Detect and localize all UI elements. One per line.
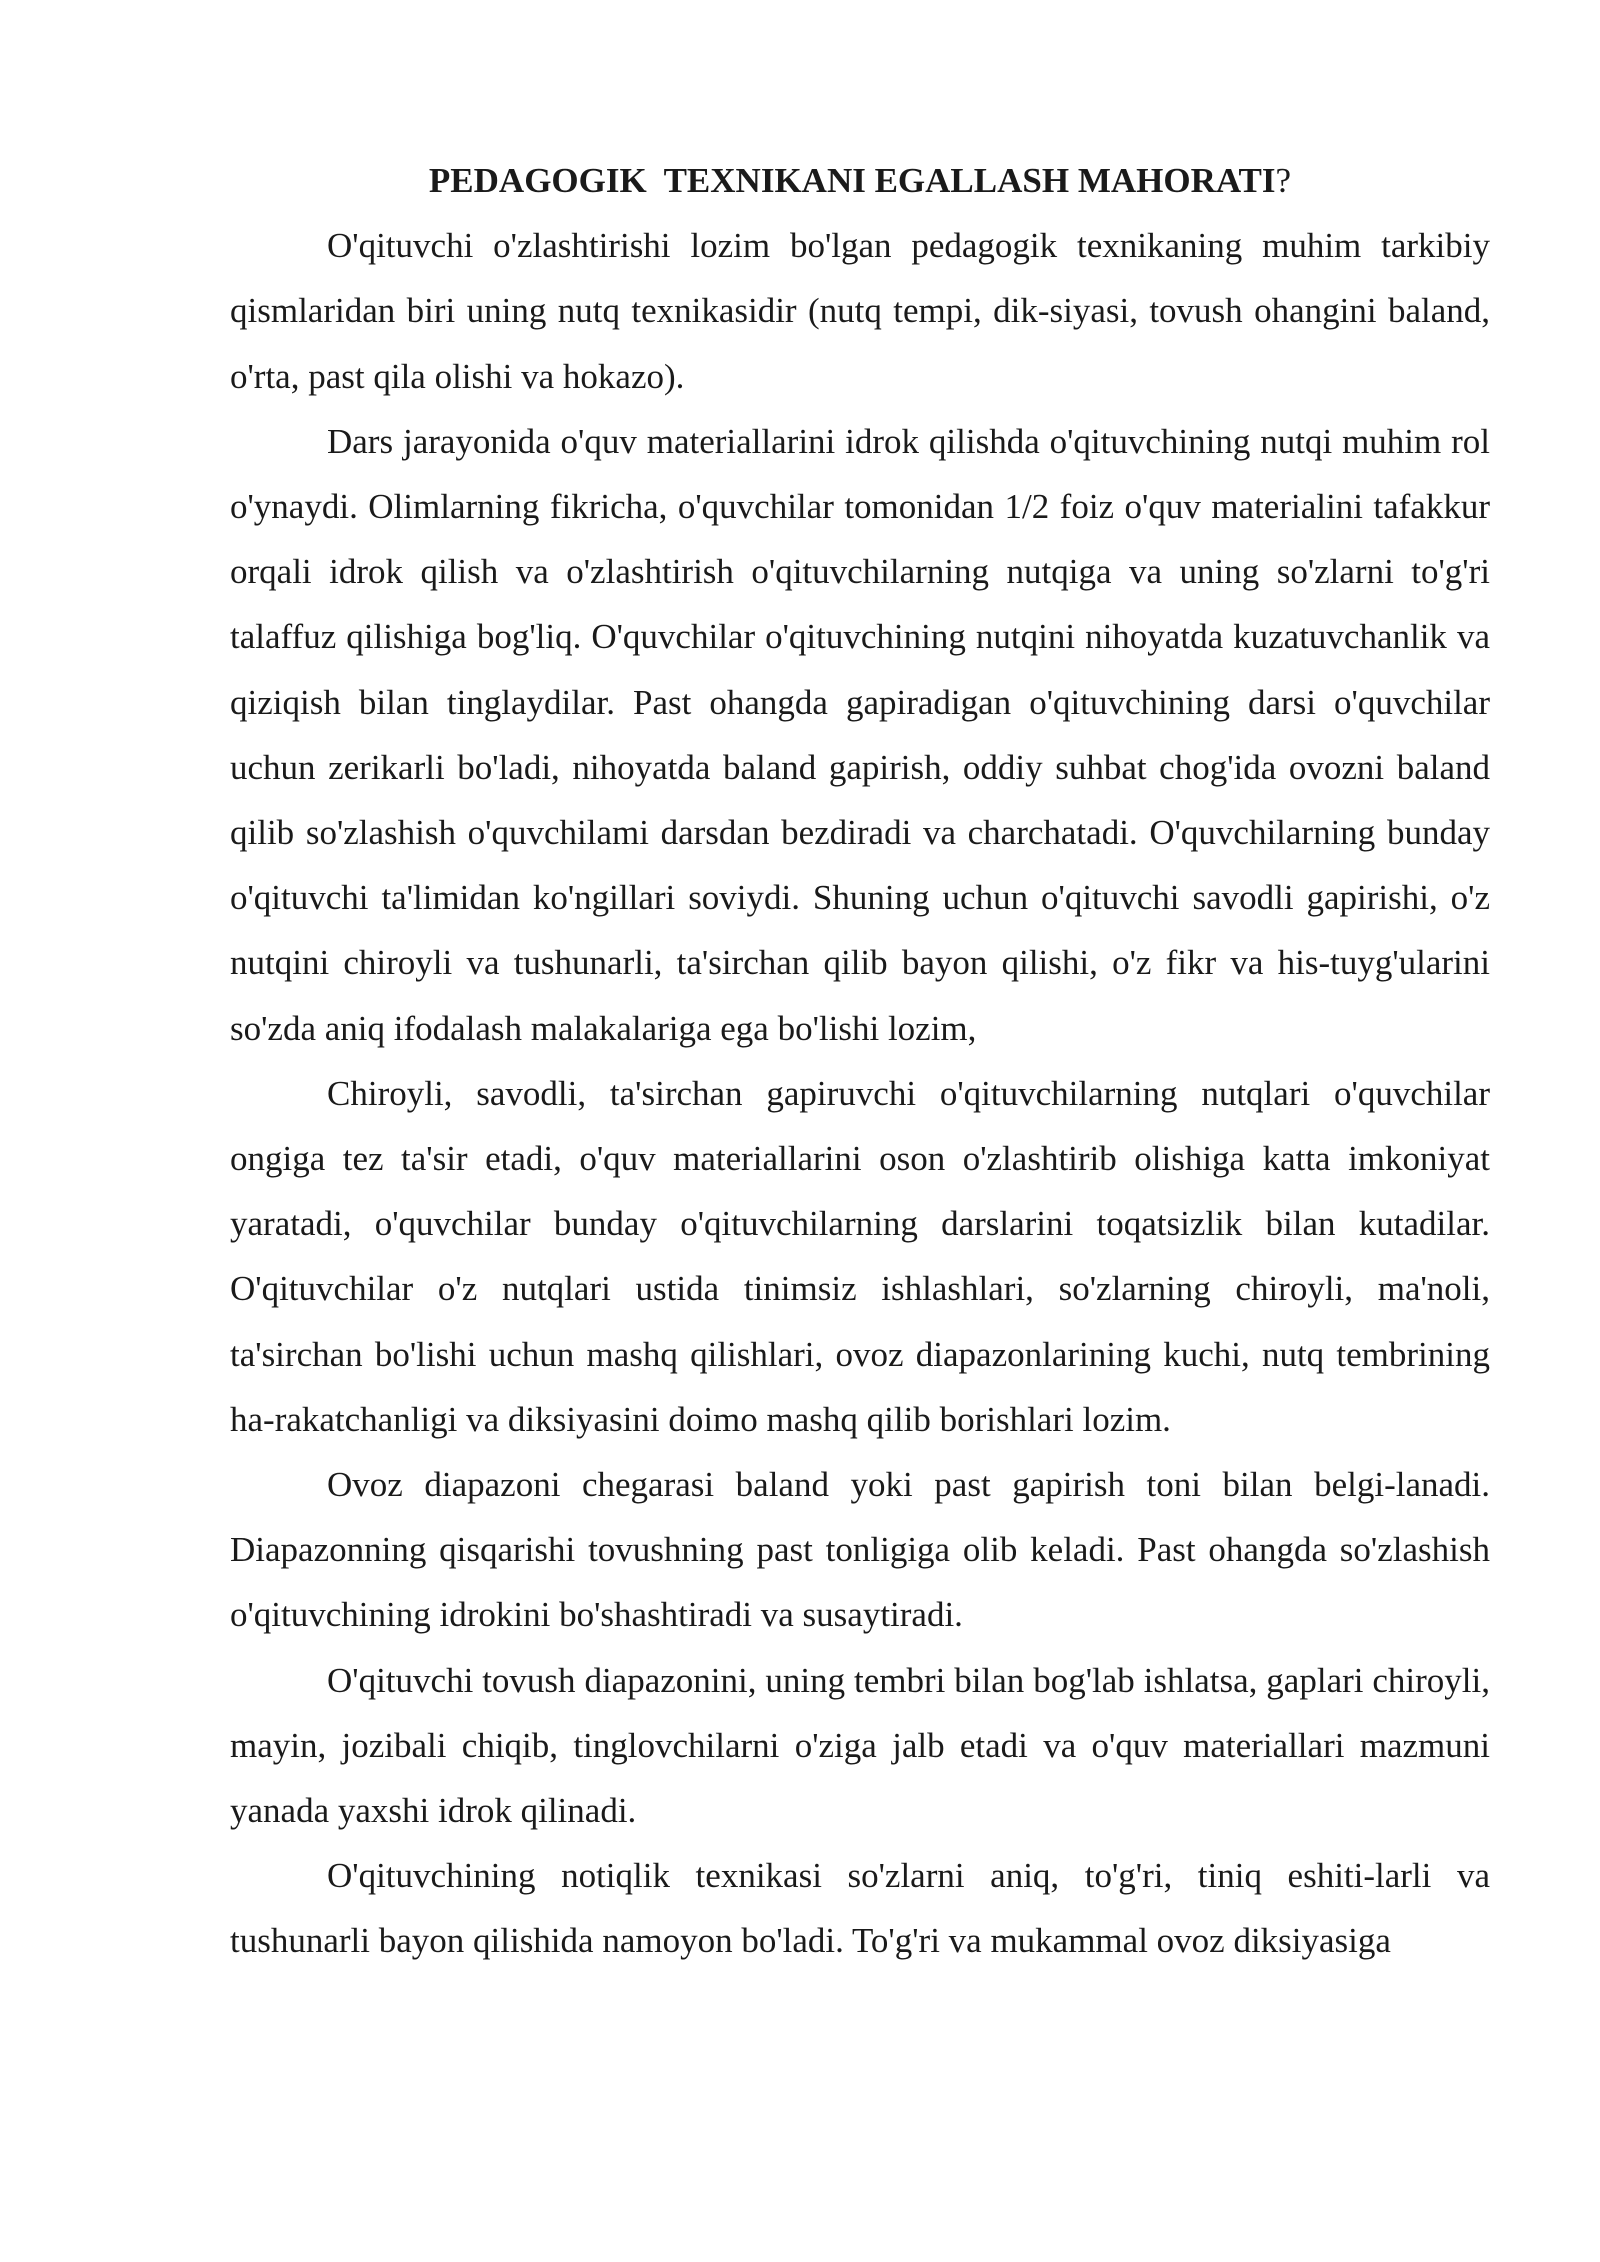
paragraph-3: Chiroyli, savodli, ta'sirchan gapiruvchi o'qituvchilarning nutqlari o'quvchilar ongiga tez ta'sir etadi, o'quv materiallarini oson o'zlashtirib olishiga katta imkoniyat yaratadi, o'quvchilar bunday o'qituvchilarning darslarini toqatsizlik bilan kutadilar. O'qituvchilar o'z nutqlari ustida tinimsiz ishlashlari, so'zlarning chiroyli, ma'noli, ta'sirchan bo'lishi uchun mashq qilishlari, ovoz diapazonlarining kuchi, nutq tembrining ha-rakatchanligi va diksiyasini doimo mashq qilib borishlari lozim. — [230, 1073, 1490, 1439]
paragraph-5: O'qituvchi tovush diapazonini, uning tembri bilan bog'lab ishlatsa, gaplari chiroyli, mayin, jozibali chiqib, tinglovchilarni o'ziga jalb etadi va o'quv materiallari mazmuni yanada yaxshi idrok qilinadi. — [230, 1660, 1490, 1831]
title-question-mark: ? — [1275, 161, 1292, 200]
document-title — [230, 148, 1490, 213]
paragraph-1: O'qituvchi o'zlashtirishi lozim bo'lgan pedagogik texnikaning muhim tarkibiy qismlaridan biri uning nutq texnikasidir (nutq tempi, dik-siyasi, tovush ohangini baland, o'rta, past qila olishi va hokazo). — [230, 226, 1490, 396]
paragraph-2: Dars jarayonida o'quv materiallarini idrok qilishda o'qituvchining nutqi muhim rol o'ynaydi. Olimlarning fikricha, o'quvchilar tomonidan 1/2 foiz o'quv materialini tafakkur orqali idrok qilish va o'zlashtirish o'qituvchilarning nutqiga va uning so'zlarni to'g'ri talaffuz qilishiga bog'liq. O'quvchilar o'qituvchining nutqini nihoyatda kuzatuvchanlik va qiziqish bilan tinglaydilar. Past ohangda gapiradigan o'qituvchining darsi o'quvchilar uchun zerikarli bo'ladi, nihoyatda baland gapirish, oddiy suhbat chog'ida ovozni baland qilib so'zlashish o'quvchilami darsdan bezdiradi va charchatadi. O'quvchilarning bunday o'qituvchi ta'limidan ko'ngillari soviydi. Shuning uchun o'qituvchi savodli gapirishi, o'z nutqini chiroyli va tushunarli, ta'sirchan qilib bayon qilishi, o'z fikr va his-tuyg'ularini so'zda aniq ifodalash malakalariga ega bo'lishi lozim, — [230, 421, 1490, 1048]
paragraph-6: O'qituvchining notiqlik texnikasi so'zlarni aniq, to'g'ri, tiniq eshiti-larli va tushunarli bayon qilishida namoyon bo'ladi. To'g'ri va mukammal ovoz diksiyasiga — [230, 1856, 1490, 1961]
paragraph-4: Ovoz diapazoni chegarasi baland yoki past gapirish toni bilan belgi-lanadi. Diapazonning qisqarishi tovushning past tonligiga olib keladi. Past ohangda so'zlashish o'qituvchining idrokini bo'shashtiradi va susaytiradi. — [230, 1465, 1490, 1635]
document-page — [230, 148, 1490, 1974]
title-text: PEDAGOGIK TEXNIKANI EGALLASH MAHORATI — [428, 161, 1276, 200]
